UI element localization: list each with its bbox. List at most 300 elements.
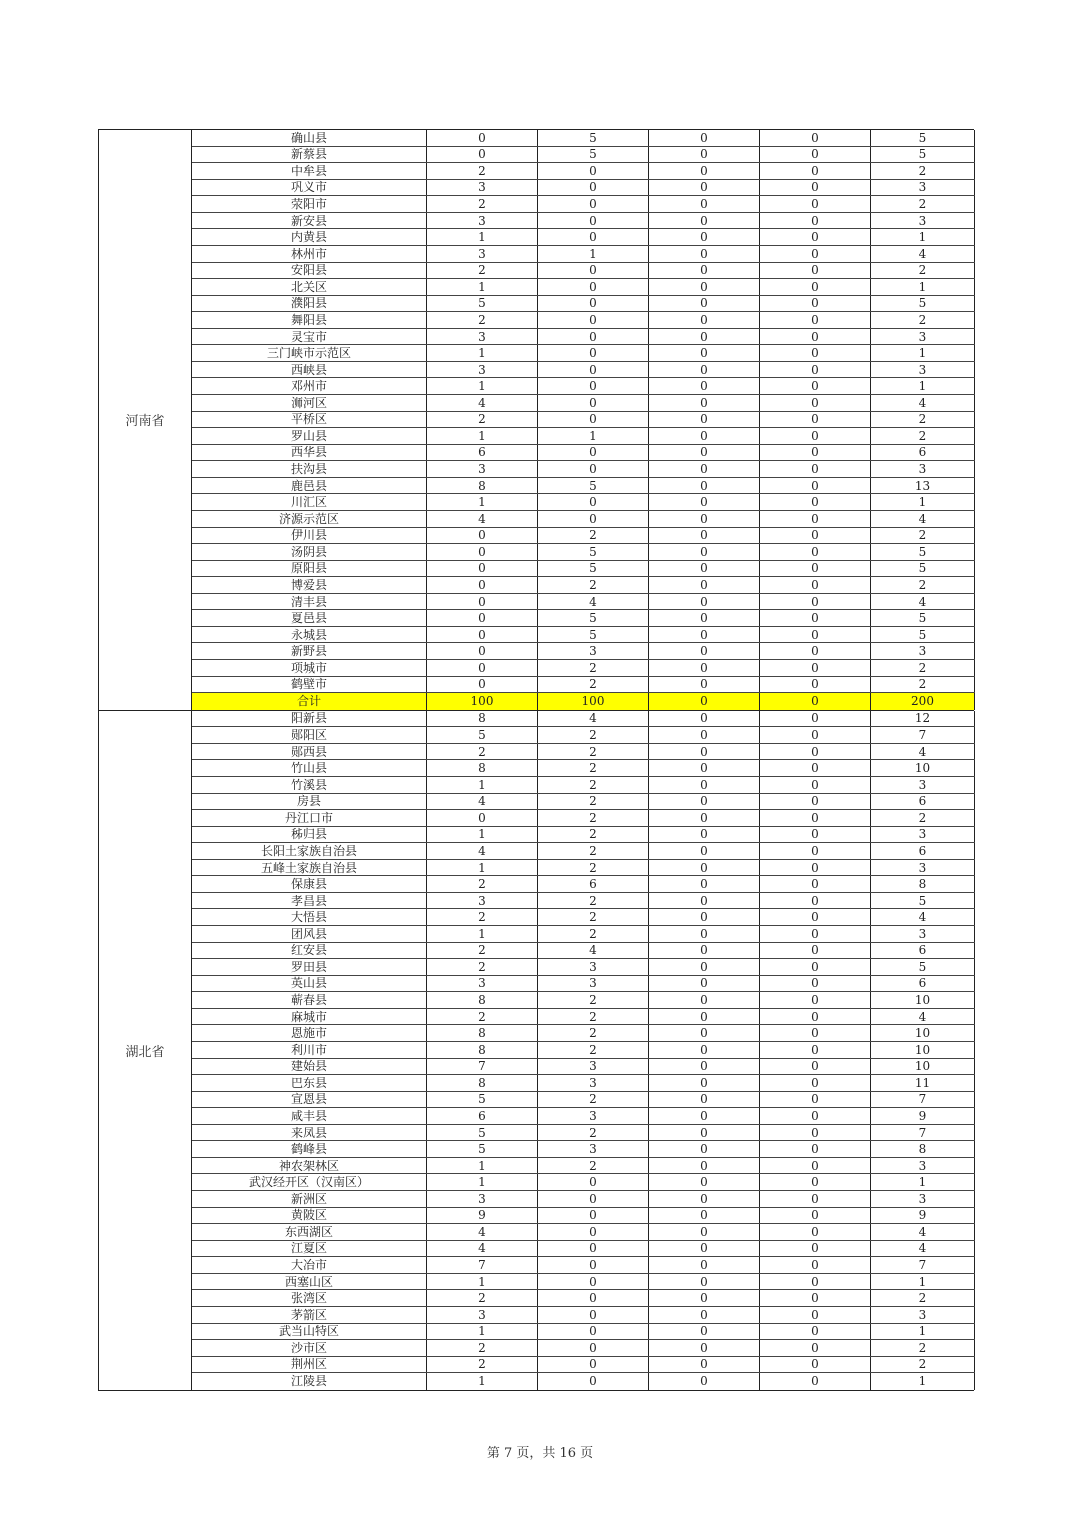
value-cell: 0 — [760, 1290, 871, 1306]
value-cell: 0 — [649, 1307, 760, 1323]
value-cell: 0 — [649, 1075, 760, 1091]
table-row — [192, 643, 975, 660]
value-cell: 0 — [760, 693, 871, 710]
table-row — [192, 1025, 975, 1042]
value-cell: 0 — [760, 1257, 871, 1273]
value-cell: 0 — [760, 943, 871, 959]
value-cell: 1 — [871, 279, 975, 295]
value-cell: 0 — [649, 660, 760, 676]
value-cell: 2 — [427, 263, 538, 279]
value-cell: 2 — [871, 660, 975, 676]
value-cell: 7 — [427, 1257, 538, 1273]
table-row — [192, 1340, 975, 1357]
value-cell: 4 — [538, 594, 649, 610]
value-cell: 2 — [871, 312, 975, 328]
value-cell: 3 — [871, 777, 975, 793]
table-row — [192, 660, 975, 677]
value-cell: 0 — [760, 378, 871, 394]
value-cell: 0 — [538, 362, 649, 378]
value-cell: 5 — [871, 130, 975, 146]
value-cell: 2 — [871, 677, 975, 693]
value-cell: 0 — [760, 777, 871, 793]
value-cell: 0 — [427, 577, 538, 593]
value-cell: 3 — [871, 461, 975, 477]
county-name-cell: 西华县 — [192, 445, 427, 461]
value-cell: 6 — [871, 943, 975, 959]
value-cell: 4 — [427, 794, 538, 810]
value-cell: 2 — [538, 1025, 649, 1041]
table-row — [192, 860, 975, 877]
value-cell: 0 — [760, 428, 871, 444]
value-cell: 2 — [427, 909, 538, 925]
value-cell: 0 — [649, 528, 760, 544]
value-cell: 0 — [538, 312, 649, 328]
value-cell: 1 — [427, 428, 538, 444]
table-row — [192, 1307, 975, 1324]
value-cell: 3 — [538, 959, 649, 975]
county-name-cell: 秭归县 — [192, 827, 427, 843]
table-row — [192, 428, 975, 445]
value-cell: 2 — [538, 794, 649, 810]
value-cell: 0 — [649, 760, 760, 776]
value-cell: 4 — [871, 511, 975, 527]
table-row — [192, 528, 975, 545]
value-cell: 3 — [427, 1191, 538, 1207]
county-name-cell: 内黄县 — [192, 229, 427, 245]
table-row — [192, 213, 975, 230]
value-cell: 3 — [871, 860, 975, 876]
value-cell: 0 — [649, 777, 760, 793]
value-cell: 1 — [427, 345, 538, 361]
table-row — [192, 544, 975, 561]
value-cell: 1 — [427, 1174, 538, 1190]
value-cell: 1 — [427, 494, 538, 510]
table-row — [192, 893, 975, 910]
value-cell: 0 — [760, 1208, 871, 1224]
value-cell: 0 — [649, 147, 760, 163]
value-cell: 0 — [427, 627, 538, 643]
value-cell: 2 — [427, 959, 538, 975]
value-cell: 0 — [760, 478, 871, 494]
value-cell: 3 — [538, 1075, 649, 1091]
value-cell: 0 — [427, 610, 538, 626]
table-row — [192, 263, 975, 280]
value-cell: 0 — [649, 1373, 760, 1390]
value-cell: 0 — [760, 1174, 871, 1190]
value-cell: 0 — [649, 794, 760, 810]
table-row — [192, 1009, 975, 1026]
value-cell: 2 — [871, 1340, 975, 1356]
county-name-cell: 神农架林区 — [192, 1158, 427, 1174]
value-cell: 0 — [649, 909, 760, 925]
value-cell: 0 — [760, 1241, 871, 1257]
value-cell: 0 — [538, 445, 649, 461]
value-cell: 0 — [760, 909, 871, 925]
table-row — [192, 876, 975, 893]
value-cell: 0 — [760, 229, 871, 245]
value-cell: 3 — [427, 461, 538, 477]
value-cell: 0 — [649, 395, 760, 411]
table-row — [192, 296, 975, 313]
value-cell: 5 — [538, 130, 649, 146]
value-cell: 3 — [538, 1141, 649, 1157]
table-row — [192, 445, 975, 462]
value-cell: 4 — [427, 511, 538, 527]
value-cell: 0 — [538, 263, 649, 279]
value-cell: 3 — [871, 1191, 975, 1207]
value-cell: 0 — [427, 528, 538, 544]
value-cell: 0 — [649, 1241, 760, 1257]
value-cell: 3 — [427, 180, 538, 196]
county-name-cell: 麻城市 — [192, 1009, 427, 1025]
value-cell: 2 — [871, 196, 975, 212]
value-cell: 0 — [760, 1042, 871, 1058]
table-row — [192, 395, 975, 412]
value-cell: 4 — [427, 1241, 538, 1257]
value-cell: 2 — [538, 1009, 649, 1025]
value-cell: 5 — [427, 296, 538, 312]
table-row — [192, 1042, 975, 1059]
value-cell: 0 — [760, 163, 871, 179]
value-cell: 2 — [538, 760, 649, 776]
county-name-cell: 咸丰县 — [192, 1108, 427, 1124]
value-cell: 2 — [538, 893, 649, 909]
value-cell: 2 — [871, 263, 975, 279]
value-cell: 0 — [538, 180, 649, 196]
value-cell: 3 — [871, 362, 975, 378]
value-cell: 5 — [427, 1125, 538, 1141]
table-row — [192, 362, 975, 379]
value-cell: 0 — [760, 1307, 871, 1323]
table-row — [192, 1274, 975, 1291]
value-cell: 13 — [871, 478, 975, 494]
county-name-cell: 蕲春县 — [192, 992, 427, 1008]
county-name-cell: 鹿邑县 — [192, 478, 427, 494]
value-cell: 5 — [871, 959, 975, 975]
table-row — [192, 1324, 975, 1341]
value-cell: 0 — [649, 810, 760, 826]
county-name-cell: 扶沟县 — [192, 461, 427, 477]
county-name-cell: 川汇区 — [192, 494, 427, 510]
table-row — [192, 992, 975, 1009]
county-name-cell: 邓州市 — [192, 378, 427, 394]
county-name-cell: 中牟县 — [192, 163, 427, 179]
value-cell: 0 — [427, 147, 538, 163]
value-cell: 3 — [427, 1307, 538, 1323]
value-cell: 0 — [760, 711, 871, 727]
value-cell: 0 — [538, 196, 649, 212]
value-cell: 2 — [427, 312, 538, 328]
county-name-cell: 宣恩县 — [192, 1092, 427, 1108]
value-cell: 2 — [871, 577, 975, 593]
county-name-cell: 永城县 — [192, 627, 427, 643]
value-cell: 2 — [871, 810, 975, 826]
value-cell: 2 — [538, 810, 649, 826]
value-cell: 10 — [871, 1042, 975, 1058]
value-cell: 1 — [871, 1174, 975, 1190]
value-cell: 0 — [538, 345, 649, 361]
table-row — [192, 1208, 975, 1225]
value-cell: 3 — [538, 1108, 649, 1124]
value-cell: 10 — [871, 992, 975, 1008]
value-cell: 1 — [871, 229, 975, 245]
county-name-cell: 北关区 — [192, 279, 427, 295]
value-cell: 4 — [427, 1224, 538, 1240]
county-name-cell: 巩义市 — [192, 180, 427, 196]
value-cell: 0 — [760, 577, 871, 593]
value-cell: 0 — [649, 610, 760, 626]
table-row — [192, 976, 975, 993]
value-cell: 1 — [871, 1324, 975, 1340]
value-cell: 0 — [427, 561, 538, 577]
value-cell: 0 — [538, 1324, 649, 1340]
value-cell: 2 — [538, 1092, 649, 1108]
value-cell: 0 — [649, 561, 760, 577]
value-cell: 0 — [760, 1092, 871, 1108]
table-row — [192, 1092, 975, 1109]
county-name-cell: 张湾区 — [192, 1290, 427, 1306]
value-cell: 6 — [871, 794, 975, 810]
county-name-cell: 茅箭区 — [192, 1307, 427, 1323]
value-cell: 0 — [538, 1224, 649, 1240]
table-row — [192, 130, 975, 147]
value-cell: 0 — [649, 412, 760, 428]
table-row — [192, 943, 975, 960]
county-name-cell: 浉河区 — [192, 395, 427, 411]
table-row — [192, 760, 975, 777]
value-cell: 0 — [538, 412, 649, 428]
county-name-cell: 沙市区 — [192, 1340, 427, 1356]
value-cell: 0 — [760, 196, 871, 212]
county-name-cell: 濮阳县 — [192, 296, 427, 312]
value-cell: 5 — [871, 893, 975, 909]
value-cell: 2 — [871, 163, 975, 179]
province-cell: 湖北省 — [99, 711, 192, 1390]
value-cell: 0 — [538, 279, 649, 295]
value-cell: 0 — [649, 1357, 760, 1373]
value-cell: 0 — [760, 893, 871, 909]
value-cell: 0 — [649, 976, 760, 992]
value-cell: 0 — [760, 760, 871, 776]
value-cell: 0 — [649, 1290, 760, 1306]
value-cell: 2 — [427, 943, 538, 959]
value-cell: 2 — [538, 827, 649, 843]
value-cell: 1 — [427, 229, 538, 245]
table-row — [192, 677, 975, 694]
value-cell: 0 — [649, 594, 760, 610]
value-cell: 3 — [427, 246, 538, 262]
value-cell: 6 — [538, 876, 649, 892]
value-cell: 0 — [649, 1191, 760, 1207]
table-row — [192, 810, 975, 827]
county-name-cell: 利川市 — [192, 1042, 427, 1058]
table-row — [192, 711, 975, 728]
value-cell: 5 — [871, 627, 975, 643]
value-cell: 0 — [649, 229, 760, 245]
value-cell: 0 — [649, 843, 760, 859]
county-name-cell: 舞阳县 — [192, 312, 427, 328]
county-name-cell: 竹溪县 — [192, 777, 427, 793]
value-cell: 7 — [427, 1059, 538, 1075]
value-cell: 0 — [649, 627, 760, 643]
county-name-cell: 东西湖区 — [192, 1224, 427, 1240]
county-name-cell: 林州市 — [192, 246, 427, 262]
value-cell: 0 — [538, 1307, 649, 1323]
county-name-cell: 罗田县 — [192, 959, 427, 975]
county-name-cell: 巴东县 — [192, 1075, 427, 1091]
value-cell: 5 — [538, 478, 649, 494]
value-cell: 0 — [760, 345, 871, 361]
table-row — [192, 1241, 975, 1258]
table-row — [192, 345, 975, 362]
page-number-footer: 第 7 页，共 16 页 — [486, 1446, 594, 1461]
value-cell: 0 — [649, 246, 760, 262]
value-cell: 0 — [760, 1224, 871, 1240]
county-name-cell: 罗山县 — [192, 428, 427, 444]
value-cell: 2 — [538, 926, 649, 942]
value-cell: 6 — [427, 1108, 538, 1124]
value-cell: 0 — [760, 130, 871, 146]
county-name-cell: 夏邑县 — [192, 610, 427, 626]
value-cell: 0 — [649, 1059, 760, 1075]
value-cell: 10 — [871, 760, 975, 776]
county-name-cell: 确山县 — [192, 130, 427, 146]
county-name-cell: 黄陂区 — [192, 1208, 427, 1224]
county-name-cell: 郧西县 — [192, 744, 427, 760]
county-name-cell: 恩施市 — [192, 1025, 427, 1041]
value-cell: 0 — [760, 561, 871, 577]
table-row — [192, 843, 975, 860]
value-cell: 0 — [760, 180, 871, 196]
value-cell: 5 — [538, 610, 649, 626]
value-cell: 5 — [871, 544, 975, 560]
value-cell: 0 — [649, 196, 760, 212]
value-cell: 0 — [538, 1357, 649, 1373]
value-cell: 0 — [760, 544, 871, 560]
value-cell: 2 — [538, 1158, 649, 1174]
value-cell: 1 — [427, 279, 538, 295]
table-row — [192, 594, 975, 611]
value-cell: 0 — [760, 1075, 871, 1091]
table-row — [192, 1108, 975, 1125]
value-cell: 3 — [427, 893, 538, 909]
value-cell: 0 — [538, 213, 649, 229]
county-name-cell: 长阳土家族自治县 — [192, 843, 427, 859]
value-cell: 1 — [427, 1274, 538, 1290]
value-cell: 0 — [538, 461, 649, 477]
county-name-cell: 英山县 — [192, 976, 427, 992]
value-cell: 2 — [538, 777, 649, 793]
value-cell: 8 — [427, 711, 538, 727]
value-cell: 5 — [427, 727, 538, 743]
value-cell: 2 — [871, 528, 975, 544]
value-cell: 6 — [427, 445, 538, 461]
value-cell: 0 — [538, 1208, 649, 1224]
table-row — [192, 1075, 975, 1092]
table-row — [192, 1141, 975, 1158]
table-row — [192, 561, 975, 578]
value-cell: 0 — [760, 362, 871, 378]
table-row — [192, 627, 975, 644]
county-name-cell: 孝昌县 — [192, 893, 427, 909]
value-cell: 0 — [649, 511, 760, 527]
table-row — [192, 744, 975, 761]
value-cell: 0 — [649, 577, 760, 593]
value-cell: 0 — [760, 627, 871, 643]
table-row — [192, 1191, 975, 1208]
county-name-cell: 江夏区 — [192, 1241, 427, 1257]
county-name-cell: 新洲区 — [192, 1191, 427, 1207]
value-cell: 5 — [538, 147, 649, 163]
value-cell: 0 — [760, 412, 871, 428]
value-cell: 0 — [760, 494, 871, 510]
value-cell: 0 — [427, 643, 538, 659]
value-cell: 0 — [760, 329, 871, 345]
table-row — [192, 246, 975, 263]
value-cell: 0 — [538, 494, 649, 510]
value-cell: 0 — [649, 1208, 760, 1224]
county-name-cell: 红安县 — [192, 943, 427, 959]
value-cell: 0 — [760, 992, 871, 1008]
value-cell: 8 — [871, 876, 975, 892]
value-cell: 0 — [760, 1025, 871, 1041]
value-cell: 2 — [427, 412, 538, 428]
value-cell: 1 — [427, 378, 538, 394]
value-cell: 4 — [871, 1009, 975, 1025]
value-cell: 0 — [649, 1224, 760, 1240]
value-cell: 0 — [538, 229, 649, 245]
value-cell: 3 — [538, 1059, 649, 1075]
county-name-cell: 荆州区 — [192, 1357, 427, 1373]
table-row — [192, 1174, 975, 1191]
county-name-cell: 荥阳市 — [192, 196, 427, 212]
table-row — [192, 1357, 975, 1374]
value-cell: 5 — [871, 296, 975, 312]
value-cell: 7 — [871, 1257, 975, 1273]
value-cell: 8 — [427, 1042, 538, 1058]
value-cell: 0 — [538, 1290, 649, 1306]
value-cell: 0 — [760, 959, 871, 975]
value-cell: 0 — [649, 263, 760, 279]
value-cell: 2 — [538, 909, 649, 925]
table-row — [192, 461, 975, 478]
value-cell: 0 — [649, 478, 760, 494]
value-cell: 0 — [538, 1257, 649, 1273]
value-cell: 0 — [538, 395, 649, 411]
value-cell: 0 — [649, 1092, 760, 1108]
value-cell: 1 — [871, 494, 975, 510]
value-cell: 5 — [538, 544, 649, 560]
value-cell: 0 — [760, 1108, 871, 1124]
county-name-cell: 鹤壁市 — [192, 677, 427, 693]
county-name-cell: 郧阳区 — [192, 727, 427, 743]
value-cell: 9 — [427, 1208, 538, 1224]
value-cell: 2 — [538, 1042, 649, 1058]
value-cell: 1 — [871, 378, 975, 394]
table-row — [192, 279, 975, 296]
value-cell: 2 — [871, 1290, 975, 1306]
county-name-cell: 新蔡县 — [192, 147, 427, 163]
value-cell: 2 — [427, 1357, 538, 1373]
value-cell: 0 — [538, 1274, 649, 1290]
value-cell: 2 — [427, 876, 538, 892]
value-cell: 9 — [871, 1208, 975, 1224]
county-name-cell: 原阳县 — [192, 561, 427, 577]
value-cell: 2 — [427, 163, 538, 179]
value-cell: 0 — [649, 744, 760, 760]
value-cell: 10 — [871, 1059, 975, 1075]
value-cell: 0 — [649, 959, 760, 975]
